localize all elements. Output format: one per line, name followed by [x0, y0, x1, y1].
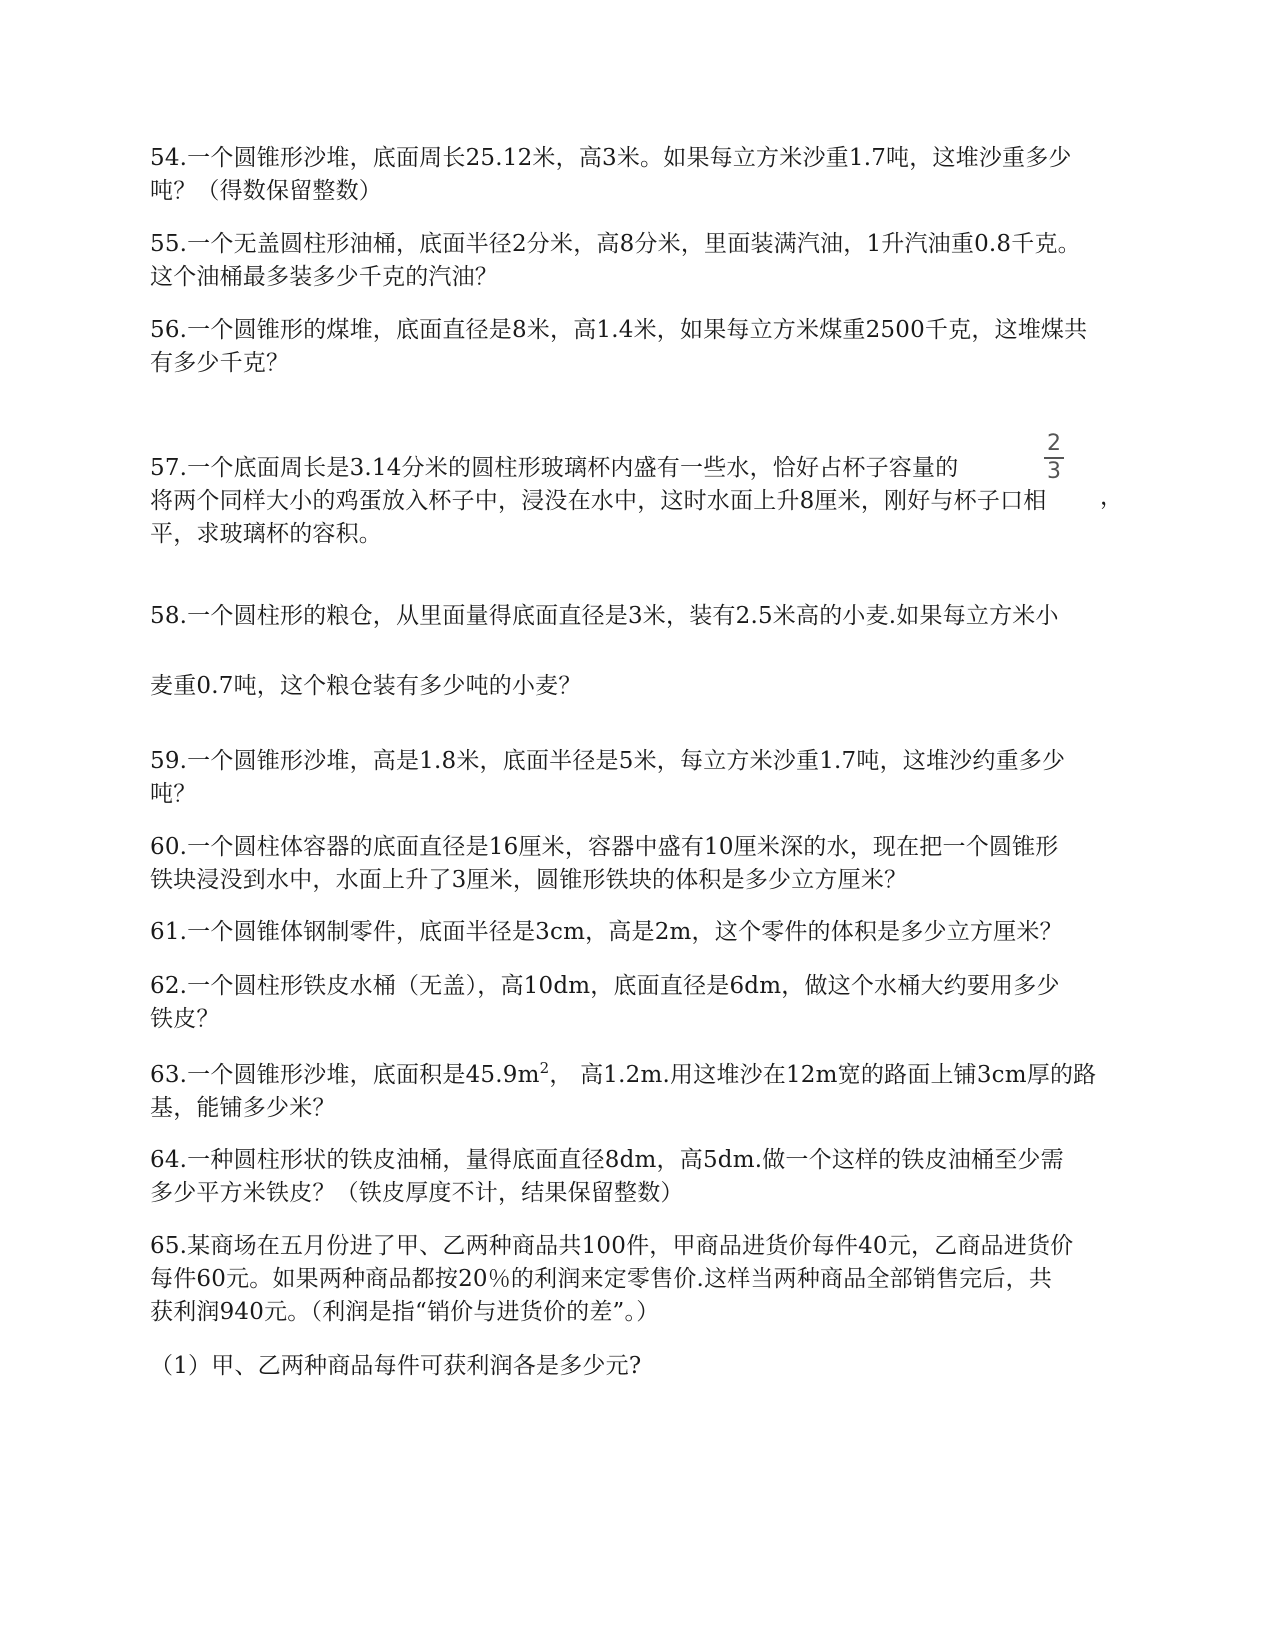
- question-57: [150, 452, 1130, 551]
- question-65-sub-1-text: （1）甲、乙两种商品每件可获利润各是多少元?: [150, 1353, 642, 1379]
- question-56-line-1: 56.一个圆锥形的煤堆，底面直径是8米，高1.4米，如果每立方米煤重2500千克，这堆煤共: [150, 317, 1088, 343]
- question-54-line-2: 吨？（得数保留整数）: [150, 178, 382, 204]
- question-63-line-1-part-b: ， 高1.2m.用这堆沙在12m宽的路面上铺3cm厚的路: [549, 1062, 1097, 1088]
- question-54: [150, 142, 1130, 208]
- question-65-sub-1: [150, 1350, 1130, 1383]
- question-57-line-3: 平，求玻璃杯的容积。: [150, 521, 382, 547]
- question-61-line-1: 61.一个圆锥体钢制零件，底面半径是3cm，高是2m，这个零件的体积是多少立方厘米？: [150, 919, 1063, 945]
- question-59-line-1: 59.一个圆锥形沙堆，高是1.8米，底面半径是5米，每立方米沙重1.7吨，这堆沙约重多少: [150, 748, 1066, 774]
- question-54-line-1: 54.一个圆锥形沙堆，底面周长25.12米，高3米。如果每立方米沙重1.7吨，这堆沙重多少: [150, 145, 1072, 171]
- question-59: [150, 745, 1130, 811]
- question-64-line-2: 多少平方米铁皮？（铁皮厚度不计，结果保留整数）: [150, 1180, 684, 1206]
- fraction-numerator: 2: [1047, 431, 1061, 456]
- question-58: [150, 600, 1130, 633]
- question-65-line-3: 获利润940元。（利润是指“销价与进货价的差”。）: [150, 1299, 660, 1325]
- question-63-line-1-part-a: 63.一个圆锥形沙堆，底面积是45.9m: [150, 1062, 540, 1088]
- question-62: [150, 970, 1130, 1036]
- question-55: [150, 228, 1130, 294]
- question-65: [150, 1230, 1130, 1329]
- question-56-line-2: 有多少千克？: [150, 350, 290, 376]
- question-57-line-2: 将两个同样大小的鸡蛋放入杯子中，浸没在水中，这时水面上升8厘米，刚好与杯子口相: [150, 488, 1047, 514]
- question-56: [150, 314, 1130, 380]
- question-65-line-2: 每件60元。如果两种商品都按20％的利润来定零售价.这样当两种商品全部销售完后，共: [150, 1266, 1053, 1292]
- question-60-line-2: 铁块浸没到水中，水面上升了3厘米，圆锥形铁块的体积是多少立方厘米？: [150, 867, 908, 893]
- question-60-line-1: 60.一个圆柱体容器的底面直径是16厘米，容器中盛有10厘米深的水，现在把一个圆锥形: [150, 834, 1059, 860]
- question-63: [150, 1059, 1130, 1125]
- question-55-line-1: 55.一个无盖圆柱形油桶，底面半径2分米，高8分米，里面装满汽油，1升汽油重0.8千克。: [150, 231, 1081, 257]
- superscript-squared: 2: [539, 1059, 550, 1077]
- question-60: [150, 831, 1130, 897]
- question-64-line-1: 64.一种圆柱形状的铁皮油桶，量得底面直径8dm，高5dm.做一个这样的铁皮油桶至少需: [150, 1147, 1064, 1173]
- question-55-line-2: 这个油桶最多装多少千克的汽油？: [150, 264, 498, 290]
- question-59-line-2: 吨？: [150, 781, 197, 807]
- question-63-line-1: [150, 1059, 1130, 1092]
- question-58-line-1: 58.一个圆柱形的粮仓，从里面量得底面直径是3米，装有2.5米高的小麦.如果每立方米小: [150, 603, 1059, 629]
- question-63-line-2: 基，能铺多少米？: [150, 1095, 336, 1121]
- question-57-comma: ，: [1100, 484, 1123, 510]
- question-62-line-2: 铁皮？: [150, 1006, 220, 1032]
- question-61: [150, 916, 1130, 949]
- question-64: [150, 1144, 1130, 1210]
- question-58-continued: [150, 670, 1130, 703]
- question-62-line-1: 62.一个圆柱形铁皮水桶（无盖），高10dm，底面直径是6dm，做这个水桶大约要用多少: [150, 973, 1060, 999]
- question-58-line-2: 麦重0.7吨，这个粮仓装有多少吨的小麦？: [150, 673, 582, 699]
- question-65-line-1: 65.某商场在五月份进了甲、乙两种商品共100件，甲商品进货价每件40元，乙商品进货价: [150, 1233, 1074, 1259]
- question-57-line-1: 57.一个底面周长是3.14分米的圆柱形玻璃杯内盛有一些水，恰好占杯子容量的: [150, 455, 959, 481]
- fraction-denominator: 3: [1047, 459, 1061, 484]
